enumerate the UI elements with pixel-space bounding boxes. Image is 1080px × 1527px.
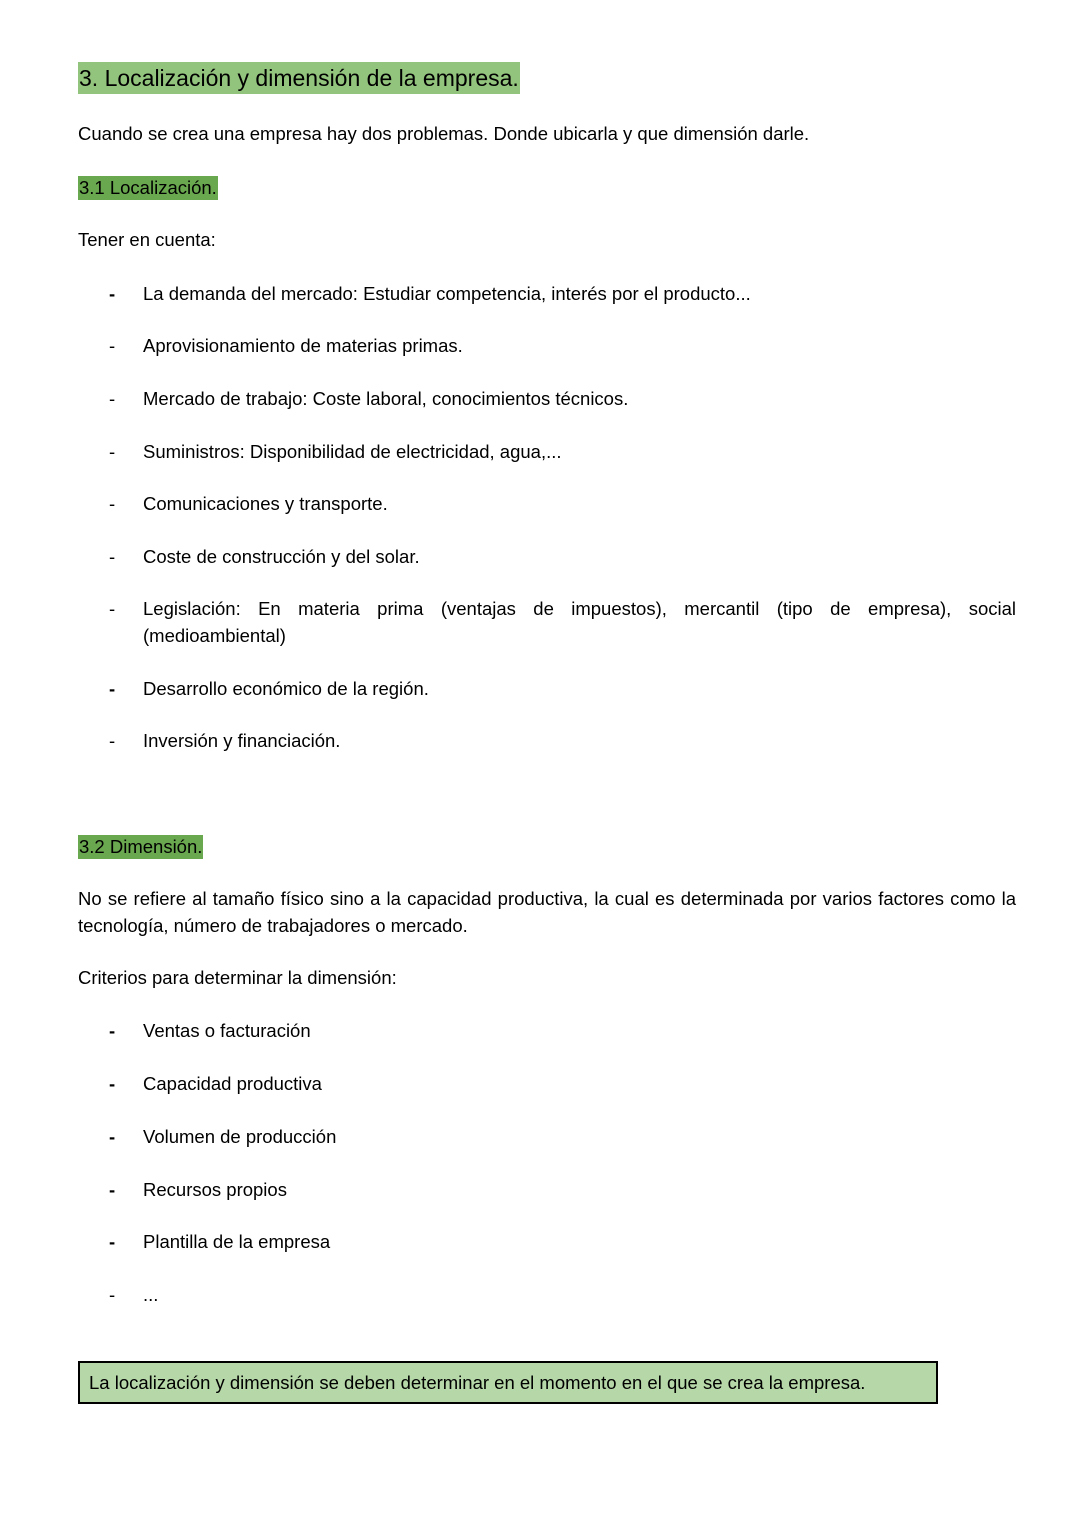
bullet-dash: - [109,598,116,619]
list-item-text: Suministros: Disponibilidad de electricidad, agua,... [143,441,562,462]
list-item-text: Coste de construcción y del solar. [143,546,420,567]
list-item-text: Plantilla de la empresa [143,1231,331,1252]
list-item-text: Aprovisionamiento de materias primas. [143,335,463,356]
bullet-dash: - [109,1179,116,1200]
subheading-dimension: 3.2 Dimensión. [79,836,203,857]
dimension-lead: Criterios para determinar la dimensión: [78,967,397,988]
bullet-dash: - [109,283,116,304]
dimension-paragraph: No se refiere al tamaño físico sino a la capacidad productiva, la cual es determinada por varios factores como la tecnología, número de trabajadores o mercado. [78,888,1016,936]
bullet-dash: - [109,1126,116,1147]
list-item-text: Comunicaciones y transporte. [143,493,388,514]
bullet-dash: - [109,1284,116,1305]
list-item-text: ... [143,1284,159,1305]
bullet-dash: - [109,1073,116,1094]
intro-paragraph: Cuando se crea una empresa hay dos problemas. Donde ubicarla y que dimensión darle. [78,123,810,144]
list-item-text: Ventas o facturación [143,1020,311,1041]
list-item-text: Desarrollo económico de la región. [143,678,429,699]
bullet-dash: - [109,678,116,699]
list-item-text: Recursos propios [143,1179,287,1200]
bullet-dash: - [109,493,116,514]
bullet-dash: - [109,1020,116,1041]
list-item-text: Capacidad productiva [143,1073,322,1094]
bullet-dash: - [109,335,116,356]
bullet-dash: - [109,388,116,409]
list-item-text: Legislación: En materia prima (ventajas de impuestos), mercantil (tipo de empresa), social (medioambiental) [143,598,1016,646]
summary-callout: La localización y dimensión se deben determinar en el momento en el que se crea la empresa. [78,1361,938,1404]
list-item-text: Mercado de trabajo: Coste laboral, conocimientos técnicos. [143,388,629,409]
list-item-text: Inversión y financiación. [143,730,341,751]
subheading-localizacion: 3.1 Localización. [79,177,217,198]
bullet-dash: - [109,730,116,751]
list-item-text: La demanda del mercado: Estudiar competencia, interés por el producto... [143,283,751,304]
section-heading: 3. Localización y dimensión de la empresa. [78,62,520,94]
bullet-dash: - [109,441,116,462]
bullet-dash: - [109,1231,116,1252]
localizacion-lead: Tener en cuenta: [78,229,216,250]
bullet-dash: - [109,546,116,567]
list-item-text: Volumen de producción [143,1126,337,1147]
